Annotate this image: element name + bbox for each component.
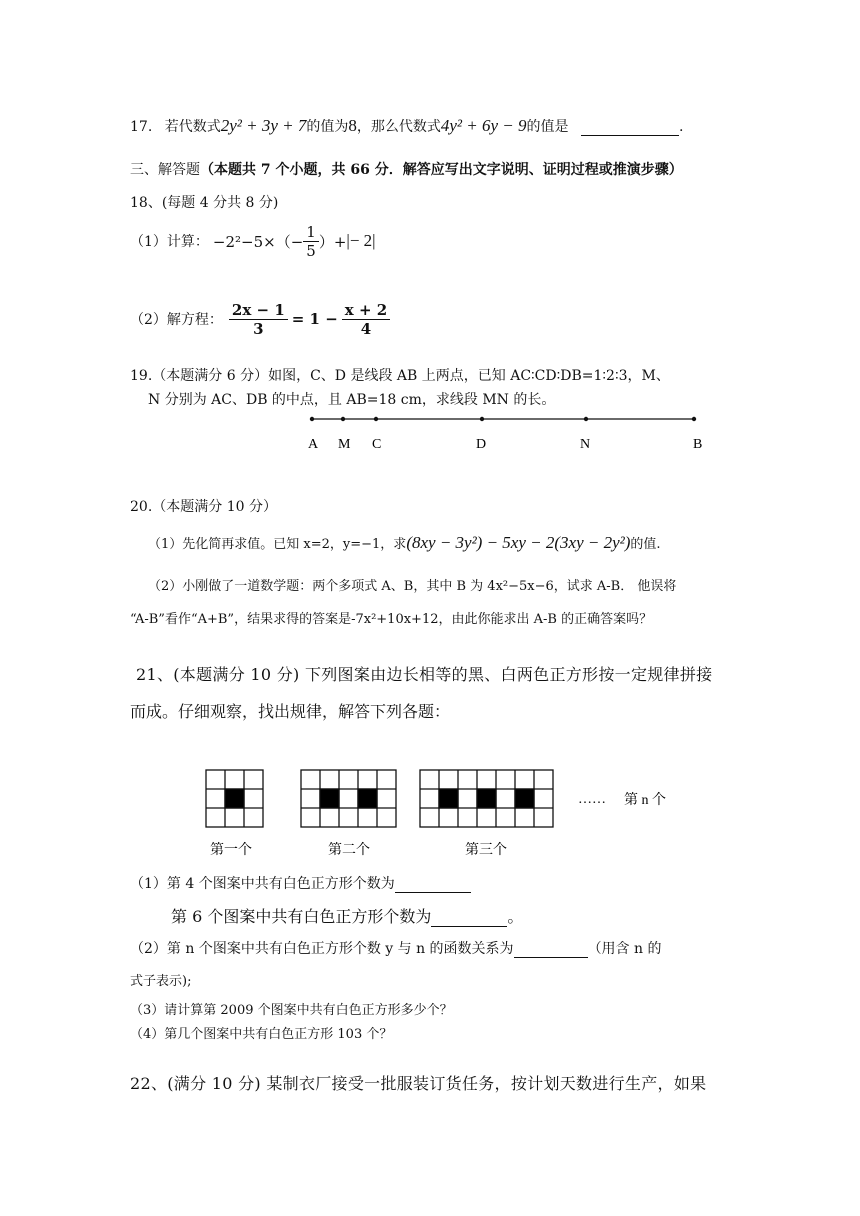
q18-part1	[130, 220, 376, 262]
section-3-note: （本题共 7 个小题，共 66 分．解答应写出文字说明、证明过程或推演步骤）	[200, 162, 683, 178]
q21-sub1b-text: 第 6 个图案中共有白色正方形个数为	[171, 907, 432, 926]
figure-3	[420, 770, 553, 827]
q18-p1-expr-a: −2²−5×（−	[212, 232, 304, 251]
q17-expr1: 2y² + 3y + 7	[220, 116, 307, 135]
q18-p2-denominator-left: 3	[253, 319, 264, 338]
q18-p2-denominator-right: 4	[360, 319, 372, 338]
q21-sub2a	[130, 938, 661, 958]
q20-header: 20.（本题满分 10 分）	[130, 499, 277, 515]
q18-p1-expr-b: ）+	[318, 232, 347, 251]
point-b-label: B	[693, 437, 703, 452]
q21-line1: 21、(本题满分 10 分) 下列图案由边长相等的黑、白两色正方形按一定规律拼接	[136, 665, 713, 684]
pattern-figures	[200, 764, 700, 864]
q21-sub1a-blank	[395, 876, 471, 893]
q17-comma: ，那么代数式	[356, 119, 441, 135]
figure-3-black-square-3	[515, 789, 534, 808]
q18-p1-label: （1）计算：	[130, 234, 209, 250]
q21-sub4: （4）第几个图案中共有白色正方形 103 个？	[130, 1027, 393, 1042]
q18-p1-numerator: 1	[303, 223, 319, 242]
q17-answer-blank	[581, 119, 679, 136]
q21-sub1a-text: （1）第 4 个图案中共有白色正方形个数为	[130, 876, 395, 892]
q18-p2-fraction-left	[229, 301, 288, 338]
q18-p2-equals: = 1 −	[291, 310, 338, 328]
q22-line1: 22、(满分 10 分) 某制衣厂接受一批服装订货任务，按计划天数进行生产，如果	[130, 1074, 707, 1093]
q17-mid: 的值为	[306, 119, 349, 135]
q21-sub2a-blank	[514, 938, 588, 958]
q17-value: 8	[348, 116, 357, 135]
q17-end: .	[678, 119, 684, 135]
point-d-label: D	[476, 437, 487, 452]
q21-sub1b-end: 。	[507, 907, 524, 926]
q20-p1-expression: (8xy − 3y²) − 5xy − 2(3xy − 2y²)	[406, 533, 631, 552]
figure-2-black-square-2	[358, 789, 377, 808]
q18-p1-fraction	[303, 223, 319, 260]
figure-3-black-square-2	[477, 789, 496, 808]
q21-sub3: （3）请计算第 2009 个图案中共有白色正方形多少个？	[130, 1003, 453, 1018]
q18-p1-denominator: 5	[306, 241, 316, 260]
figure-2-black-square-1	[320, 789, 339, 808]
q19-line2: N 分别为 AC、DB 的中点，且 AB=18 cm，求线段 MN 的长。	[148, 392, 556, 408]
figure-2-label: 第二个	[328, 843, 370, 858]
figure-1-label: 第一个	[210, 843, 252, 858]
q17-expr2: 4y² + 6y − 9	[440, 116, 527, 135]
figure-1-black-square	[225, 789, 244, 808]
q21-sub1b	[171, 904, 523, 927]
point-c-dot	[374, 417, 378, 421]
point-a-label: A	[308, 437, 319, 452]
q17-post: 的值是	[526, 119, 569, 135]
q21-sub2a-end: （用含 n 的	[587, 941, 662, 957]
q17-pre: 若代数式	[164, 119, 221, 135]
q18-part2	[130, 296, 390, 342]
q20-part1	[148, 533, 661, 553]
figure-3-black-square-1	[439, 789, 458, 808]
q20-p2-line2: “A-B”看作“A+B”，结果求得的答案是-7x²+10x+12，由此你能求出 A-B 的正确答案吗？	[130, 612, 653, 627]
figure-2	[301, 770, 396, 827]
q20-p2-line1: （2）小刚做了一道数学题：两个多项式 A、B，其中 B 为 4x²−5x−6，试求 A-B． 他误将	[148, 579, 677, 594]
figure-1	[206, 770, 263, 827]
q18-header: 18、(每题 4 分共 8 分)	[130, 195, 279, 211]
point-c-label: C	[372, 437, 382, 452]
q17-number: 17.	[130, 119, 153, 135]
point-n-dot	[584, 417, 588, 421]
section-3-title: 三、解答题	[130, 162, 200, 178]
point-b-dot	[692, 417, 696, 421]
q21-sub2b: 式子表示);	[130, 974, 192, 989]
question-17	[130, 116, 683, 136]
q18-p2-fraction-right	[342, 301, 390, 338]
q18-p2-label: （2）解方程：	[130, 312, 223, 328]
q20-p1-end: 的值.	[630, 537, 661, 552]
q21-sub1b-blank	[431, 907, 507, 927]
point-m-dot	[341, 417, 345, 421]
segment-diagram	[290, 408, 710, 458]
q21-sub2a-text: （2）第 n 个图案中共有白色正方形个数 y 与 n 的函数关系为	[130, 941, 514, 957]
q20-p1-text: （1）先化简再求值。已知 x=2，y=−1，求	[148, 537, 407, 552]
figure-3-label: 第三个	[465, 843, 507, 858]
pattern-nth-label: 第 n 个	[624, 793, 666, 808]
q18-p2-numerator-right: x + 2	[342, 301, 390, 320]
pattern-ellipsis: ……	[578, 792, 606, 807]
q19-line1: 19.（本题满分 6 分）如图，C、D 是线段 AB 上两点，已知 AC∶CD∶DB=1∶2∶3，M、	[130, 368, 670, 384]
q18-p2-numerator-left: 2x − 1	[229, 301, 288, 320]
point-n-label: N	[580, 437, 591, 452]
q18-p1-abs: |− 2|	[346, 231, 376, 250]
section-3-heading	[130, 159, 683, 179]
point-d-dot	[480, 417, 484, 421]
point-a-dot	[310, 417, 314, 421]
point-m-label: M	[338, 437, 351, 452]
q21-sub1a	[130, 873, 471, 893]
q21-line2: 而成。仔细观察，找出规律，解答下列各题：	[130, 702, 451, 721]
